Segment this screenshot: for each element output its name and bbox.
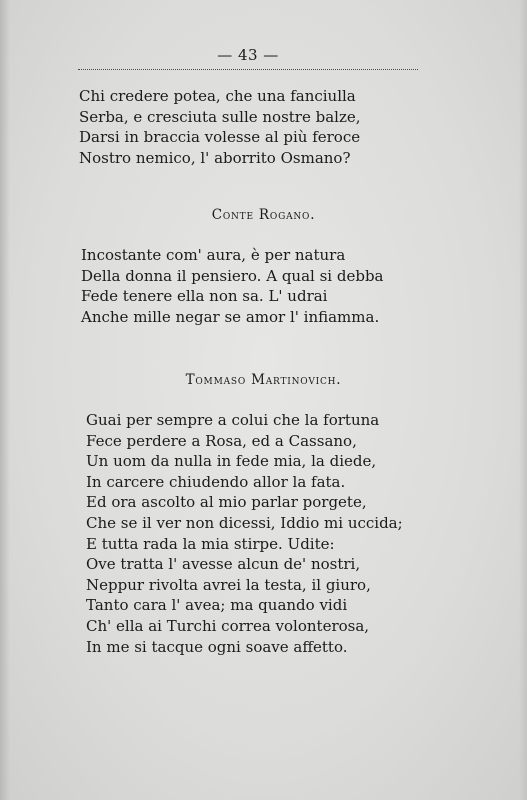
verse-line: Neppur rivolta avrei la testa, il giuro, — [86, 575, 371, 594]
verse-line: In carcere chiudendo allor la fata. — [86, 472, 346, 491]
speaker-heading-tommaso-martinovich: Tommaso Martinovich. — [185, 372, 342, 388]
verse-line: Un uom da nulla in fede mia, la diede, — [86, 452, 377, 471]
verse-line: Fede tenere ella non sa. L' udrai — [81, 287, 328, 306]
verse-line: Ch' ella ai Turchi correa volonterosa, — [86, 616, 370, 635]
verse-line: Ove tratta l' avesse alcun de' nostri, — [86, 555, 361, 574]
verse-line: Che se il ver non dicessi, Iddio mi uccida; — [86, 513, 403, 532]
verse-line: Ed ora ascolto al mio parlar porgete, — [86, 493, 367, 512]
verse-stanza-3 — [86, 410, 403, 657]
page-header — [78, 46, 418, 74]
verse-line: Guai per sempre a colui che la fortuna — [86, 411, 380, 429]
verse-line: Nostro nemico, l' aborrito Osmano? — [79, 148, 351, 167]
header-dotted-rule — [78, 69, 418, 70]
verse-line: Incostante com' aura, è per natura — [81, 246, 346, 264]
page-edge-shadow-left — [0, 0, 10, 800]
verse-line: Fece perdere a Rosa, ed a Cassano, — [86, 431, 357, 450]
verse-line: Anche mille negar se amor l' infiamma. — [81, 307, 380, 326]
speaker-heading-conte-rogano: Conte Rogano. — [211, 207, 316, 223]
verse-line: Della donna il pensiero. A qual si debba — [81, 266, 384, 285]
verse-line: Darsi in braccia volesse al più feroce — [79, 128, 361, 147]
verse-line: Serba, e cresciuta sulle nostre balze, — [79, 107, 361, 126]
verse-line: Tanto cara l' avea; ma quando vidi — [86, 596, 348, 615]
page-number: — 43 — — [217, 46, 279, 64]
verse-stanza-1 — [79, 86, 361, 168]
verse-line: In me si tacque ogni soave affetto. — [86, 637, 348, 656]
verse-stanza-2 — [81, 245, 383, 327]
page-edge-shadow-right — [519, 0, 527, 800]
verse-line: Chi credere potea, che una fanciulla — [79, 87, 356, 105]
verse-line: E tutta rada la mia stirpe. Udite: — [86, 534, 335, 553]
